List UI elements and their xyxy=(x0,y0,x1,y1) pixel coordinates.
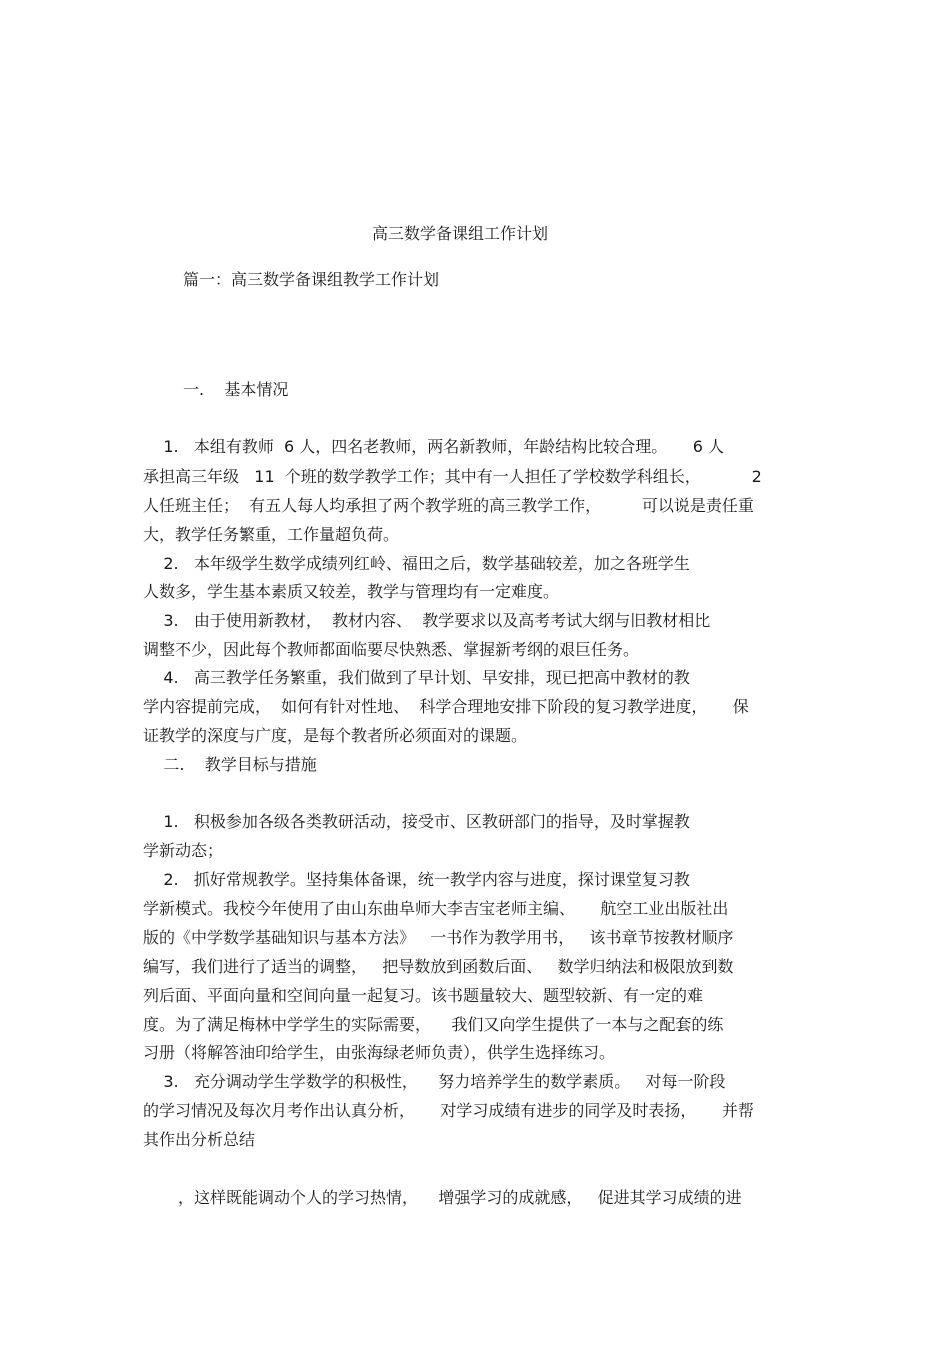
document-title: 高三数学备课组工作计划 xyxy=(372,224,549,243)
paragraph-line: 承担高三年级 11 个班的数学教学工作；其中有一人担任了学校数学科组长， 2 xyxy=(143,467,762,486)
section-heading-2: 二. 教学目标与措施 xyxy=(143,755,317,774)
paragraph-line: 3. 由于使用新教材， 教材内容、 教学要求以及高考考试大纲与旧教材相比 xyxy=(143,611,711,630)
paragraph-line: 2. 本年级学生数学成绩列红岭、福田之后，数学基础较差，加之各班学生 xyxy=(143,554,690,573)
paragraph-line: 大，教学任务繁重，工作量超负荷。 xyxy=(143,525,400,544)
paragraph-line: 版的《中学数学基础知识与基本方法》 一书作为教学用书， 该书章节按教材顺序 xyxy=(143,928,734,947)
paragraph-line: ，这样既能调动个人的学习热情， 增强学习的成就感， 促进其学习成绩的进 xyxy=(178,1188,742,1207)
paragraph-line: 学新动态； xyxy=(143,841,224,860)
paragraph-line: 学内容提前完成， 如何有针对性地、 科学合理地安排下阶段的复习教学进度， 保 xyxy=(143,697,749,716)
paragraph-line: 习册（将解答油印给学生，由张海绿老师负责），供学生选择练习。 xyxy=(143,1043,616,1062)
paragraph-line: 列后面、平面向量和空间向量一起复习。该书题量较大、题型较新、有一定的难 xyxy=(143,986,704,1005)
paragraph-line: 3. 充分调动学生学数学的积极性， 努力培养学生的数学素质。 对每一阶段 xyxy=(143,1072,726,1091)
paragraph-line: 4. 高三教学任务繁重，我们做到了早计划、早安排，现已把高中教材的教 xyxy=(143,668,690,687)
paragraph-line: 学新模式。我校今年使用了由山东曲阜师大李吉宝老师主编、 航空工业出版社出 xyxy=(143,899,729,918)
paragraph-line: 其作出分析总结 xyxy=(143,1130,256,1149)
paragraph-line: 人数多，学生基本素质又较差，教学与管理均有一定难度。 xyxy=(143,582,560,601)
paragraph-line: 的学习情况及每次月考作出认真分析， 对学习成绩有进步的同学及时表扬， 并帮 xyxy=(143,1101,754,1120)
paragraph-line: 证教学的深度与广度，是每个教者所必须面对的课题。 xyxy=(143,726,528,745)
paragraph-line: 2. 抓好常规教学。坚持集体备课，统一教学内容与进度，探讨课堂复习教 xyxy=(143,870,690,889)
paragraph-line: 1. 积极参加各级各类教研活动，接受市、区教研部门的指导，及时掌握教 xyxy=(143,812,690,831)
paragraph-line: 调整不少，因此每个教师都面临要尽快熟悉、掌握新考纲的艰巨任务。 xyxy=(143,640,640,659)
paragraph-line: 编写，我们进行了适当的调整， 把导数放到函数后面、 数学归纳法和极限放到数 xyxy=(143,957,734,976)
paragraph-line: 1. 本组有教师 6 人，四名老教师，两名新教师，年龄结构比较合理。 6 人 xyxy=(143,437,725,456)
paragraph-line: 度。为了满足梅林中学学生的实际需要， 我们又向学生提供了一本与之配套的练 xyxy=(143,1015,724,1034)
paragraph-line: 人任班主任； 有五人每人均承担了两个教学班的高三教学工作， 可以说是责任重 xyxy=(143,496,754,515)
section-heading-1: 一. 基本情况 xyxy=(183,380,289,399)
document-subtitle: 篇一：高三数学备课组教学工作计划 xyxy=(183,270,440,289)
